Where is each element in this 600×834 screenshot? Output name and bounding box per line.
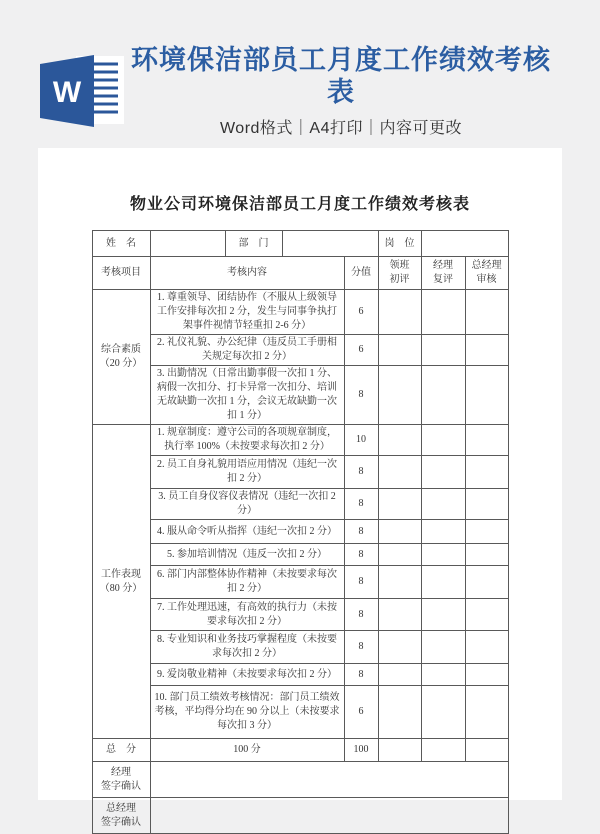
criteria-text: 3. 员工自身仪容仪表情况（违纪一次扣 2 分） xyxy=(150,489,344,520)
manager-eval-cell xyxy=(421,631,465,664)
foreman-eval-cell xyxy=(378,520,421,544)
gm-signature-label: 总经理 签字确认 xyxy=(92,798,150,834)
manager-signature-label: 经理 签字确认 xyxy=(92,762,150,798)
foreman-eval-cell xyxy=(378,290,421,335)
document-page xyxy=(38,148,562,828)
foreman-eval-cell xyxy=(378,664,421,686)
document-title: 物业公司环境保洁部员工月度工作绩效考核表 xyxy=(129,196,470,213)
section-performance-label: 工作表现 （80 分） xyxy=(92,425,150,739)
col-header-item: 考核项目 xyxy=(92,257,150,290)
table-row xyxy=(92,599,508,631)
table-row xyxy=(92,631,508,664)
gm-eval-cell xyxy=(465,664,508,686)
criteria-text: 9. 爱岗敬业精神（未按要求每次扣 2 分） xyxy=(150,664,344,686)
word-icon xyxy=(38,54,130,128)
table-row xyxy=(92,544,508,566)
dept-label: 部 门 xyxy=(225,231,282,257)
gm-eval-cell xyxy=(465,631,508,664)
post-label: 岗 位 xyxy=(378,231,421,257)
table-header-row xyxy=(92,257,508,290)
gm-eval-cell xyxy=(465,520,508,544)
section-quality-label: 综合素质 （20 分） xyxy=(92,290,150,425)
gm-eval-cell xyxy=(465,686,508,739)
gm-signature-row xyxy=(92,798,508,834)
total-label: 总 分 xyxy=(92,739,150,762)
score-value: 10 xyxy=(344,425,378,456)
manager-eval-cell xyxy=(421,544,465,566)
foreman-eval-cell xyxy=(378,566,421,599)
info-row xyxy=(92,231,508,257)
score-value: 8 xyxy=(344,599,378,631)
score-value: 8 xyxy=(344,664,378,686)
manager-eval-cell xyxy=(421,489,465,520)
manager-signature-cell xyxy=(150,762,508,798)
total-score: 100 xyxy=(344,739,378,762)
page-title: 环境保洁部员工月度工作绩效考核表 xyxy=(131,45,551,107)
score-value: 6 xyxy=(344,686,378,739)
post-value-cell xyxy=(421,231,508,257)
foreman-eval-cell xyxy=(378,489,421,520)
manager-eval-cell xyxy=(421,686,465,739)
score-value: 8 xyxy=(344,566,378,599)
manager-eval-cell xyxy=(421,739,465,762)
col-header-foreman: 领班 初评 xyxy=(378,257,421,290)
manager-eval-cell xyxy=(421,290,465,335)
header-text xyxy=(130,44,600,138)
foreman-eval-cell xyxy=(378,456,421,489)
gm-eval-cell xyxy=(465,544,508,566)
col-header-manager: 经理 复评 xyxy=(421,257,465,290)
score-value: 6 xyxy=(344,290,378,335)
table-row xyxy=(92,520,508,544)
gm-eval-cell xyxy=(465,489,508,520)
app-header xyxy=(0,0,600,138)
manager-signature-row xyxy=(92,762,508,798)
score-value: 8 xyxy=(344,544,378,566)
foreman-eval-cell xyxy=(378,631,421,664)
criteria-text: 4. 服从命令听从指挥（违纪一次扣 2 分） xyxy=(150,520,344,544)
name-label: 姓 名 xyxy=(92,231,150,257)
dept-value-cell xyxy=(282,231,378,257)
foreman-eval-cell xyxy=(378,544,421,566)
foreman-eval-cell xyxy=(378,425,421,456)
table-row xyxy=(92,686,508,739)
manager-eval-cell xyxy=(421,425,465,456)
gm-signature-cell xyxy=(150,798,508,834)
manager-eval-cell xyxy=(421,366,465,425)
gm-eval-cell xyxy=(465,290,508,335)
criteria-text: 1. 规章制度：遵守公司的各项规章制度，执行率 100%（未按要求每次扣 2 分） xyxy=(150,425,344,456)
table-row xyxy=(92,425,508,456)
score-value: 8 xyxy=(344,631,378,664)
foreman-eval-cell xyxy=(378,686,421,739)
table-row xyxy=(92,456,508,489)
col-header-content: 考核内容 xyxy=(150,257,344,290)
gm-eval-cell xyxy=(465,335,508,366)
manager-eval-cell xyxy=(421,664,465,686)
score-value: 8 xyxy=(344,366,378,425)
col-header-gm: 总经理 审核 xyxy=(465,257,508,290)
col-header-score: 分值 xyxy=(344,257,378,290)
foreman-eval-cell xyxy=(378,335,421,366)
page-subtitle: Word格式｜A4打印｜内容可更改 xyxy=(219,120,462,137)
criteria-text: 7. 工作处理迅速，有高效的执行力（未按要求每次扣 2 分） xyxy=(150,599,344,631)
criteria-text: 2. 员工自身礼貌用语应用情况（违纪一次扣 2 分） xyxy=(150,456,344,489)
criteria-text: 1. 尊重领导、团结协作（不服从上级领导工作安排每次扣 2 分，发生与同事争执打架事件视情节轻重扣 2-6 分） xyxy=(150,290,344,335)
foreman-eval-cell xyxy=(378,599,421,631)
gm-eval-cell xyxy=(465,366,508,425)
table-row xyxy=(92,290,508,335)
score-value: 6 xyxy=(344,335,378,366)
score-value: 8 xyxy=(344,489,378,520)
criteria-text: 8. 专业知识和业务技巧掌握程度（未按要求每次扣 2 分） xyxy=(150,631,344,664)
table-row xyxy=(92,489,508,520)
gm-eval-cell xyxy=(465,456,508,489)
manager-eval-cell xyxy=(421,520,465,544)
table-row xyxy=(92,664,508,686)
appraisal-table xyxy=(92,230,509,834)
total-content: 100 分 xyxy=(150,739,344,762)
gm-eval-cell xyxy=(465,739,508,762)
table-row xyxy=(92,335,508,366)
criteria-text: 6. 部门内部整体协作精神（未按要求每次扣 2 分） xyxy=(150,566,344,599)
score-value: 8 xyxy=(344,520,378,544)
gm-eval-cell xyxy=(465,599,508,631)
name-value-cell xyxy=(150,231,225,257)
criteria-text: 2. 礼仪礼貌、办公纪律（违反员工手册相关规定每次扣 2 分） xyxy=(150,335,344,366)
foreman-eval-cell xyxy=(378,366,421,425)
table-row xyxy=(92,366,508,425)
criteria-text: 3. 出勤情况（日常出勤事假一次扣 1 分、病假一次扣分、打卡异常一次扣分、培训无故缺勤一次扣 1 分，会议无故缺勤一次扣 1 分） xyxy=(150,366,344,425)
total-row xyxy=(92,739,508,762)
manager-eval-cell xyxy=(421,456,465,489)
gm-eval-cell xyxy=(465,425,508,456)
criteria-text: 10. 部门员工绩效考核情况：部门员工绩效考核，平均得分均在 90 分以上（未按要求每次扣 3 分） xyxy=(150,686,344,739)
foreman-eval-cell xyxy=(378,739,421,762)
manager-eval-cell xyxy=(421,335,465,366)
gm-eval-cell xyxy=(465,566,508,599)
word-icon-letter: W xyxy=(52,76,82,109)
criteria-text: 5. 参加培训情况（违反一次扣 2 分） xyxy=(150,544,344,566)
manager-eval-cell xyxy=(421,566,465,599)
manager-eval-cell xyxy=(421,599,465,631)
score-value: 8 xyxy=(344,456,378,489)
table-row xyxy=(92,566,508,599)
